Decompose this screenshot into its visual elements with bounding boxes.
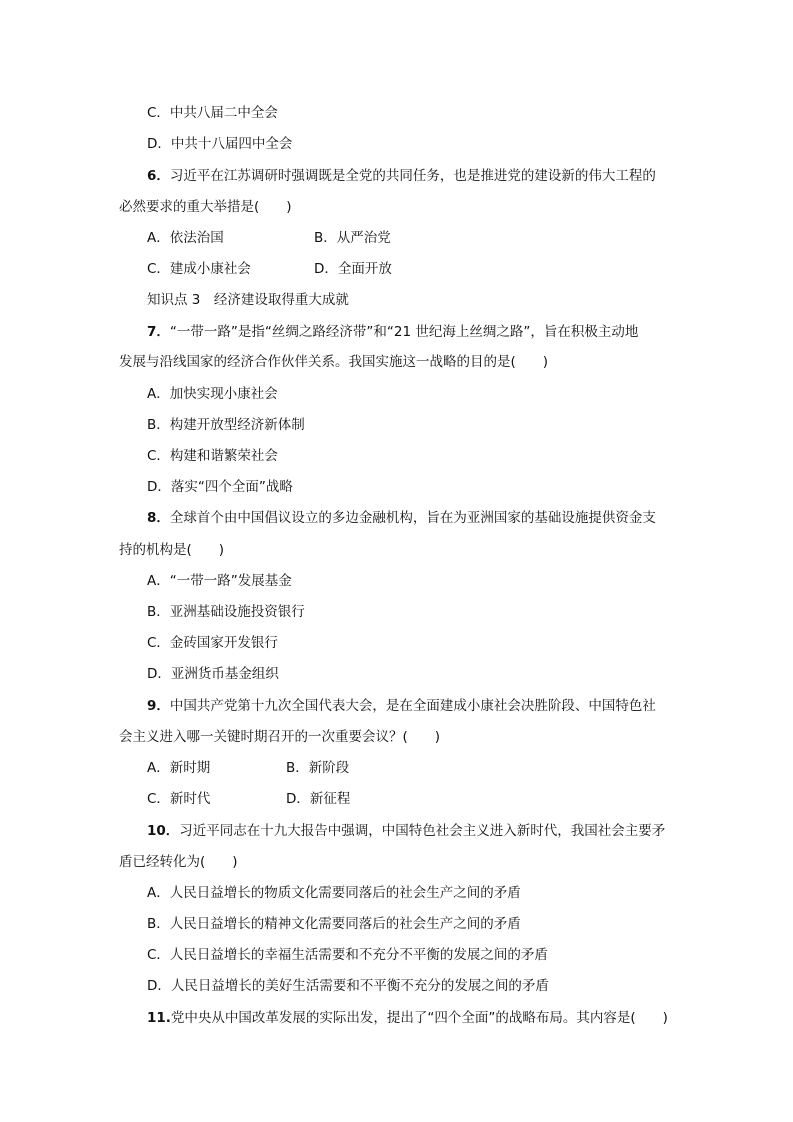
answer-option: A．依法治国 [147, 230, 224, 246]
option-row [147, 228, 391, 248]
answer-option: D．落实“四个全面”战略 [147, 479, 293, 495]
answer-option: A．加快实现小康社会 [147, 386, 278, 402]
answer-option: C．人民日益增长的幸福生活需要和不充分不平衡的发展之间的矛盾 [147, 947, 548, 963]
answer-option: C．建成小康社会 [147, 261, 251, 277]
question-number: 8． [147, 510, 170, 526]
question-text-continued: 发展与沿线国家的经济合作伙伴关系。我国实施这一战略的目的是( ) [119, 354, 549, 370]
answer-option: B．构建开放型经济新体制 [147, 417, 305, 433]
question-text-continued: 持的机构是( ) [119, 542, 225, 558]
option-row [147, 758, 350, 778]
answer-option: C．金砖国家开发银行 [147, 635, 278, 651]
answer-option: B．人民日益增长的精神文化需要同落后的社会生产之间的矛盾 [147, 916, 521, 932]
question-stem [147, 166, 656, 186]
answer-option: C．中共八届二中全会 [147, 105, 278, 121]
question-stem [147, 322, 638, 342]
question-stem [147, 821, 665, 841]
question-number: 11. [147, 1010, 171, 1026]
question-number: 9． [147, 698, 170, 714]
answer-option: B．从严治党 [314, 230, 391, 246]
question-stem [147, 1008, 668, 1028]
question-number: 10． [147, 823, 180, 839]
answer-option: C．构建和谐繁荣社会 [147, 448, 278, 464]
answer-option: B．亚洲基础设施投资银行 [147, 604, 305, 620]
answer-option: C．新时代 [147, 791, 211, 807]
answer-option: D．人民日益增长的美好生活需要和不平衡不充分的发展之间的矛盾 [147, 978, 549, 994]
question-number: 7． [147, 324, 170, 340]
answer-option: D．中共十八届四中全会 [147, 136, 293, 152]
question-text: 党中央从中国改革发展的实际出发，提出了“四个全面”的战略布局。其内容是( ) [170, 1010, 668, 1026]
answer-option: D．全面开放 [314, 261, 392, 277]
answer-option: B．新阶段 [286, 760, 350, 776]
option-row [147, 259, 392, 279]
question-text: 习近平在江苏调研时强调既是全党的共同任务，也是推进党的建设新的伟大工程的 [169, 168, 656, 184]
question-text-continued: 会主义进入哪一关键时期召开的一次重要会议？( ) [119, 729, 441, 745]
question-stem [147, 508, 656, 528]
answer-option: A．“一带一路”发展基金 [147, 573, 292, 589]
question-text: 习近平同志在十九大报告中强调，中国特色社会主义进入新时代，我国社会主要矛 [179, 823, 666, 839]
question-stem [147, 696, 656, 716]
option-row [147, 789, 351, 809]
answer-option: D．新征程 [286, 791, 351, 807]
question-text-continued: 必然要求的重大举措是( ) [119, 199, 292, 215]
knowledge-point-heading: 知识点 3 经济建设取得重大成就 [147, 292, 349, 308]
answer-option: A．新时期 [147, 760, 211, 776]
answer-option: A．人民日益增长的物质文化需要同落后的社会生产之间的矛盾 [147, 885, 521, 901]
question-text: 中国共产党第十九次全国代表大会，是在全面建成小康社会决胜阶段、中国特色社 [169, 698, 656, 714]
question-text: “一带一路”是指“丝绸之路经济带”和“21 世纪海上丝绸之路”，旨在积极主动地 [169, 324, 639, 340]
question-number: 6． [147, 168, 170, 184]
answer-option: D．亚洲货币基金组织 [147, 666, 279, 682]
question-text-continued: 盾已经转化为( ) [119, 854, 238, 870]
question-text: 全球首个由中国倡议设立的多边金融机构，旨在为亚洲国家的基础设施提供资金支 [169, 510, 656, 526]
